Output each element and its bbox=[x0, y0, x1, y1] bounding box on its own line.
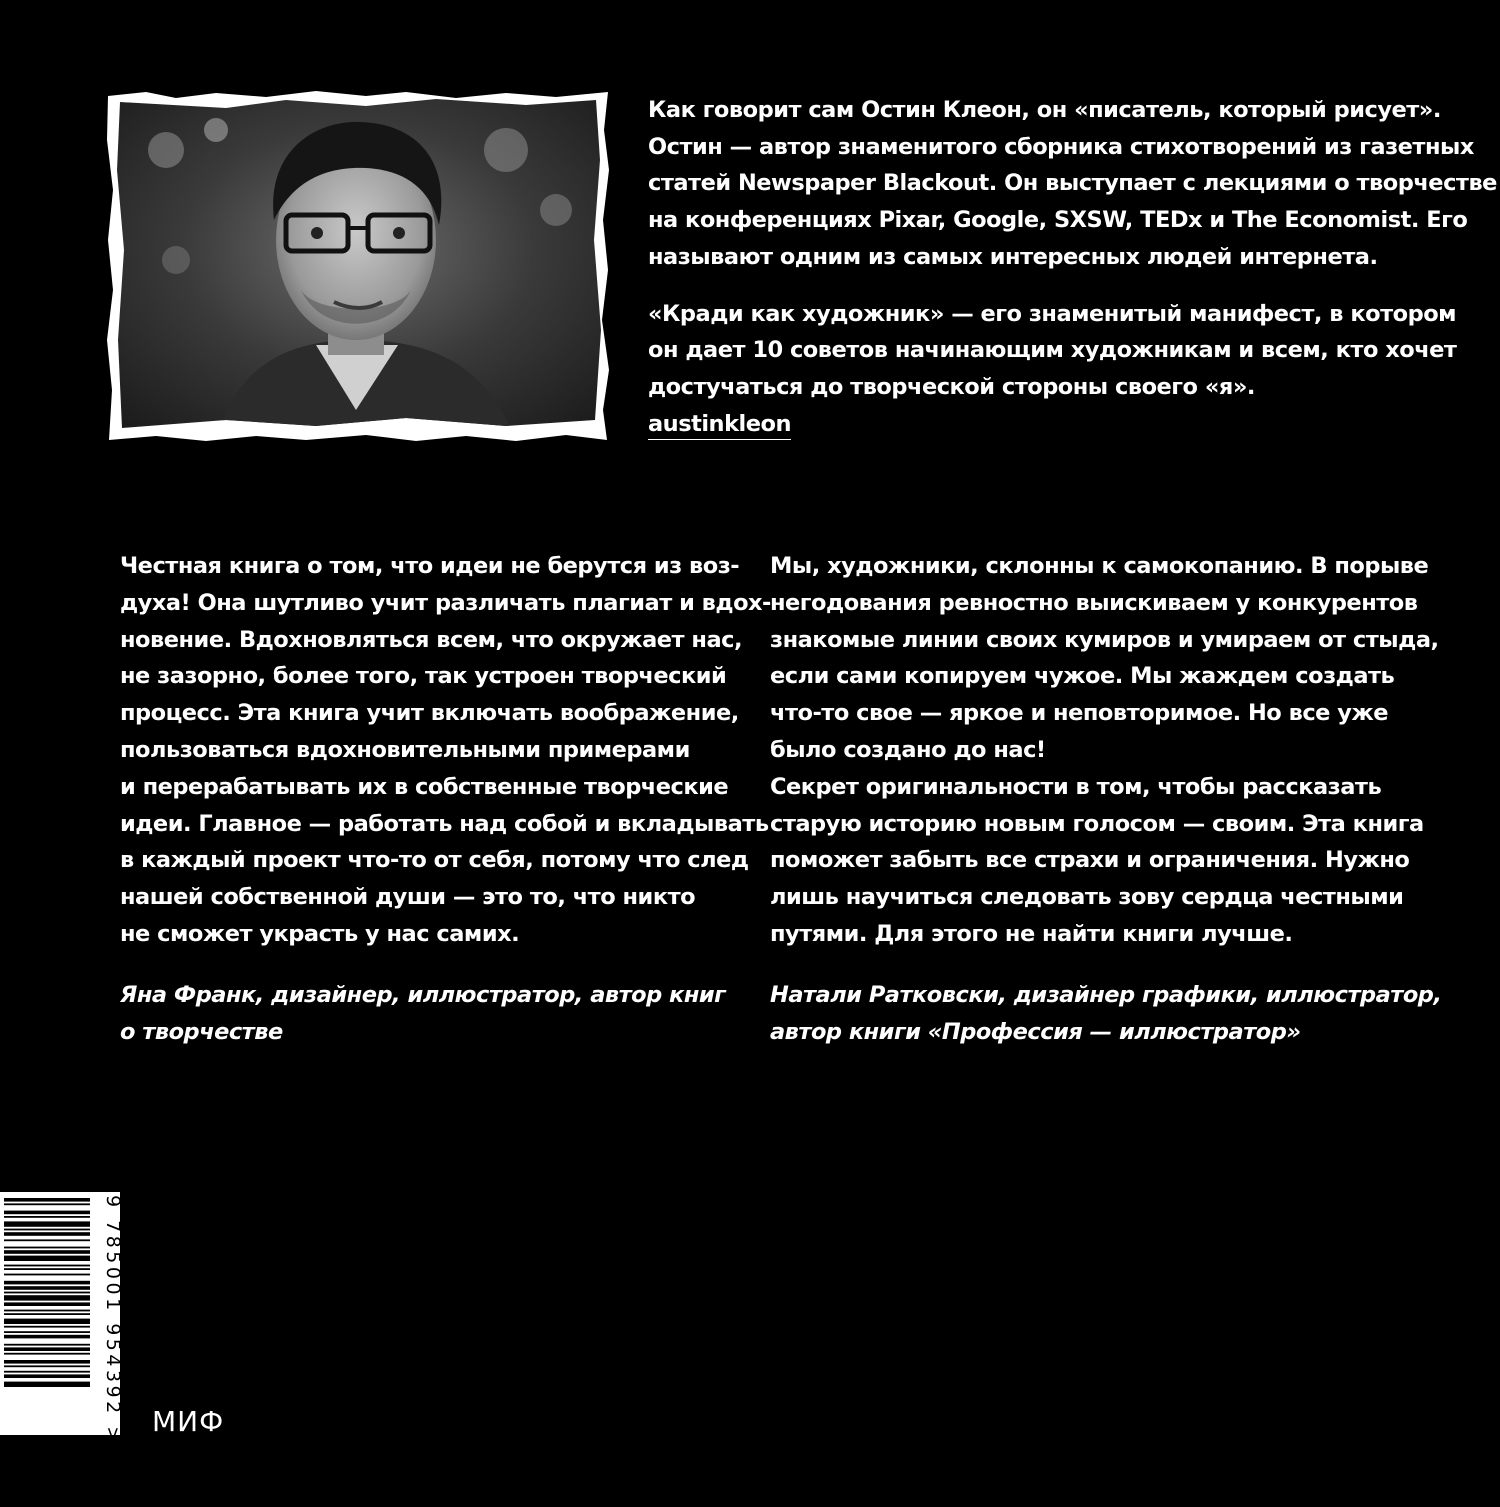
review-line: в каждый проект что-то от себя, потому что след bbox=[120, 847, 749, 874]
review-line: и перерабатывать их в собственные творческие bbox=[120, 773, 729, 800]
barcode-bar bbox=[4, 1347, 90, 1351]
author-website-link[interactable]: austinkleon bbox=[648, 409, 791, 440]
review-line: что-то свое — яркое и неповторимое. Но все уже bbox=[770, 700, 1389, 727]
barcode-bar bbox=[4, 1292, 90, 1294]
barcode-bar bbox=[4, 1256, 90, 1261]
barcode-bar bbox=[4, 1247, 90, 1249]
review-line: знакомые линии своих кумиров и умираем от стыда, bbox=[770, 626, 1439, 653]
bio-line: «Кради как художник» — его знаменитый манифест, в котором bbox=[648, 300, 1457, 327]
review-line: не зазорно, более того, так устроен творческий bbox=[120, 663, 727, 690]
review-line: пользоваться вдохновительными примерами bbox=[120, 736, 690, 763]
review-line: Мы, художники, склонны к самокопанию. В порыве bbox=[770, 553, 1429, 579]
barcode-bar bbox=[4, 1265, 90, 1267]
barcode-bar bbox=[4, 1353, 90, 1355]
bio-line: статей Newspaper Blackout. Он выступает с лекциями о творчестве bbox=[648, 170, 1497, 197]
bio-line: называют одним из самых интересных людей интернета. bbox=[648, 243, 1378, 270]
review-right bbox=[770, 548, 1442, 1050]
barcode-bar bbox=[4, 1313, 90, 1315]
review-line: идеи. Главное — работать над собой и вкладывать bbox=[120, 810, 769, 837]
barcode-bar bbox=[4, 1232, 90, 1236]
attribution-line: автор книги «Профессия — иллюстратор» bbox=[770, 1018, 1301, 1045]
barcode-bar bbox=[4, 1286, 90, 1290]
author-bio bbox=[648, 92, 1497, 442]
barcode-bar bbox=[4, 1382, 90, 1387]
review-line: было создано до нас! bbox=[770, 736, 1046, 763]
bio-line: Остин — автор знаменитого сборника стихотворений из газетных bbox=[648, 133, 1474, 160]
attribution-line: о творчестве bbox=[120, 1018, 283, 1045]
review-line: если сами копируем чужое. Мы жаждем создать bbox=[770, 663, 1395, 690]
attribution-line: Яна Франк, дизайнер, иллюстратор, автор книг bbox=[120, 981, 726, 1008]
review-line: старую историю новым голосом — своим. Эта книга bbox=[770, 810, 1424, 837]
barcode-bar bbox=[4, 1229, 90, 1231]
barcode-bar bbox=[4, 1221, 90, 1226]
review-line: духа! Она шутливо учит различать плагиат и вдох- bbox=[120, 589, 771, 616]
review-line: лишь научиться следовать зову сердца честными bbox=[770, 884, 1404, 911]
publisher-logo: МИФ bbox=[152, 1405, 225, 1438]
review-line: процесс. Эта книга учит включать воображение, bbox=[120, 700, 739, 727]
barcode-bar bbox=[4, 1268, 90, 1270]
bio-line: достучаться до творческой стороны своего «я». bbox=[648, 373, 1255, 400]
review-attribution bbox=[770, 977, 1442, 1051]
barcode-bar bbox=[4, 1203, 90, 1205]
review-text bbox=[770, 548, 1439, 953]
barcode-bar bbox=[4, 1331, 90, 1333]
review-line: поможет забыть все страхи и ограничения. Нужно bbox=[770, 847, 1410, 874]
author-photo bbox=[106, 90, 610, 442]
review-line: не сможет украсть у нас самих. bbox=[120, 920, 520, 947]
barcode-bar bbox=[4, 1274, 90, 1276]
barcode-bar bbox=[4, 1281, 90, 1285]
bio-paragraph-1 bbox=[648, 92, 1497, 276]
barcode-bar bbox=[4, 1335, 90, 1339]
isbn-number: 9 785001 954392 > bbox=[102, 1195, 124, 1446]
review-text bbox=[120, 548, 771, 953]
review-line: нашей собственной души — это то, что никто bbox=[120, 884, 696, 911]
bio-line: он дает 10 советов начинающим художникам и всем, кто хочет bbox=[648, 337, 1457, 364]
barcode-bar bbox=[4, 1239, 90, 1241]
barcode-bar bbox=[4, 1360, 90, 1364]
author-photo-image bbox=[106, 90, 610, 442]
barcode-bar bbox=[4, 1326, 90, 1328]
attribution-line: Натали Ратковски, дизайнер графики, иллюстратор, bbox=[770, 981, 1442, 1008]
barcode-bar bbox=[4, 1319, 90, 1324]
barcode-bar bbox=[4, 1302, 90, 1306]
barcode-bar bbox=[4, 1374, 90, 1378]
review-attribution bbox=[120, 977, 726, 1051]
review-line: Секрет оригинальности в том, чтобы рассказать bbox=[770, 773, 1382, 800]
review-line: путями. Для этого не найти книги лучше. bbox=[770, 920, 1293, 947]
barcode-bar bbox=[4, 1295, 90, 1300]
barcode-bar bbox=[4, 1310, 90, 1312]
barcode-bar bbox=[4, 1198, 90, 1202]
bio-line: на конференциях Pixar, Google, SXSW, TEDx и The Economist. Его bbox=[648, 207, 1468, 234]
bio-paragraph-2 bbox=[648, 296, 1457, 443]
review-line: новение. Вдохновляться всем, что окружает нас, bbox=[120, 626, 743, 653]
review-line: Честная книга о том, что идеи не берутся из воз- bbox=[120, 553, 740, 579]
barcode-bar bbox=[4, 1250, 90, 1254]
barcode-bar bbox=[4, 1211, 90, 1215]
barcode-bar bbox=[4, 1216, 90, 1218]
review-line: негодования ревностно выискиваем у конкурентов bbox=[770, 589, 1418, 616]
barcode-bar bbox=[4, 1365, 90, 1367]
barcode-bar bbox=[4, 1371, 90, 1373]
bio-line: Как говорит сам Остин Клеон, он «писатель, который рисует». bbox=[648, 97, 1441, 123]
review-left bbox=[120, 548, 771, 1050]
barcode-bar bbox=[4, 1344, 90, 1346]
